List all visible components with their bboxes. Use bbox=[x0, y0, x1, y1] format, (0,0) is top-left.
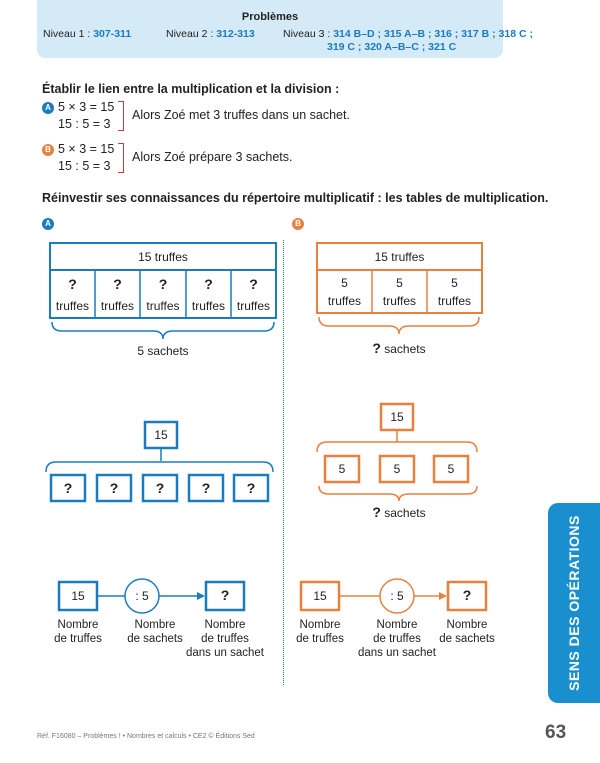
flow-b-caption-2: Nombre de truffes dans un sachet bbox=[357, 619, 436, 659]
tree-a-top-value: 15 bbox=[154, 428, 168, 442]
brace-a-label: 5 sachets bbox=[137, 344, 189, 358]
cell-a-q: ? bbox=[249, 276, 258, 292]
badge-a: A bbox=[42, 102, 54, 114]
tree-b-leaf: 5 bbox=[338, 462, 346, 476]
level-3-continued: 319 C ; 320 A–B–C ; 321 C bbox=[327, 41, 457, 53]
text-a: Alors Zoé met 3 truffes dans un sachet. bbox=[132, 108, 350, 122]
cell-a-unit: truffes bbox=[100, 299, 135, 313]
chapter-tab-label: SENS DES OPÉRATIONS bbox=[566, 515, 582, 691]
tree-a-leaf: ? bbox=[63, 480, 73, 496]
badge-b: B bbox=[42, 144, 54, 156]
text-b: Alors Zoé prépare 3 sachets. bbox=[132, 150, 293, 164]
table-b-header: 15 truffes bbox=[374, 250, 425, 264]
page-number: 63 bbox=[545, 722, 567, 743]
flow-a-start-value: 15 bbox=[71, 589, 85, 603]
table-a-header: 15 truffes bbox=[138, 250, 188, 264]
cell-a-unit: truffes bbox=[191, 299, 226, 313]
flow-b-op-value: : 5 bbox=[390, 589, 404, 603]
cell-b-value: 5 bbox=[451, 276, 458, 290]
tree-b-top-value: 15 bbox=[390, 410, 404, 424]
flow-a-caption-3: Nombre de truffes dans un sachet bbox=[185, 619, 264, 659]
brace-tree-b-bottom bbox=[319, 486, 477, 501]
badge-col-a: A bbox=[42, 218, 54, 230]
tree-a-leaf: ? bbox=[201, 480, 211, 496]
cell-a-unit: truffes bbox=[55, 299, 90, 313]
cell-a-unit: truffes bbox=[236, 299, 271, 313]
level-2: Niveau 2 : 312-313 bbox=[166, 28, 255, 40]
flow-b-end-value: ? bbox=[462, 587, 472, 603]
cell-b-unit: truffes bbox=[437, 294, 472, 308]
flow-a-caption-1: Nombre de truffes bbox=[54, 619, 102, 645]
level-1: Niveau 1 : 307-311 bbox=[43, 28, 132, 40]
flow-a-caption-2: Nombre de sachets bbox=[127, 619, 183, 645]
brace-b bbox=[319, 317, 479, 334]
cell-b-value: 5 bbox=[341, 276, 348, 290]
equation-b1: 5 × 3 = 15 bbox=[58, 142, 115, 156]
flow-a-op-value: : 5 bbox=[135, 589, 149, 603]
cell-b-value: 5 bbox=[396, 276, 403, 290]
tree-a-leaf: ? bbox=[109, 480, 119, 496]
banner-title: Problèmes bbox=[241, 11, 299, 23]
equation-b2: 15 : 5 = 3 bbox=[58, 159, 111, 173]
cell-b-unit: truffes bbox=[327, 294, 362, 308]
flow-b-caption-1: Nombre de truffes bbox=[296, 619, 344, 645]
flow-b-caption-3: Nombre de sachets bbox=[439, 619, 495, 645]
flow-a-end-value: ? bbox=[220, 587, 230, 603]
footer-reference: Réf. F16080 – Problèmes ! • Nombres et calculs • CE2 © Éditions Sed bbox=[37, 733, 255, 740]
cell-a-q: ? bbox=[158, 276, 168, 292]
brace-b-label: ? sachets bbox=[372, 340, 426, 356]
equation-a1: 5 × 3 = 15 bbox=[58, 100, 115, 114]
tree-b-leaf: 5 bbox=[447, 462, 455, 476]
cell-b-unit: truffes bbox=[382, 294, 417, 308]
cell-a-unit: truffes bbox=[146, 299, 180, 313]
level-3: Niveau 3 : 314 B–D ; 315 A–B ; 316 ; 317 B ; 318 C ; bbox=[283, 28, 533, 40]
tree-a-leaf: ? bbox=[155, 480, 165, 496]
section2-heading: Réinvestir ses connaissances du répertoire multiplicatif : les tables de multiplication. bbox=[42, 191, 549, 205]
cell-a-q: ? bbox=[68, 276, 77, 292]
tree-b-leaf: 5 bbox=[393, 462, 401, 476]
cell-a-q: ? bbox=[113, 276, 122, 292]
flow-b-start-value: 15 bbox=[313, 589, 327, 603]
section1-heading: Établir le lien entre la multiplication et la division : bbox=[42, 82, 340, 96]
tree-b-label: ? sachets bbox=[372, 504, 426, 520]
equation-a2: 15 : 5 = 3 bbox=[58, 117, 111, 131]
tree-a-leaf: ? bbox=[246, 480, 256, 496]
badge-col-b: B bbox=[292, 218, 304, 230]
brace-tree-b-top bbox=[317, 442, 477, 452]
cell-a-q: ? bbox=[204, 276, 213, 292]
